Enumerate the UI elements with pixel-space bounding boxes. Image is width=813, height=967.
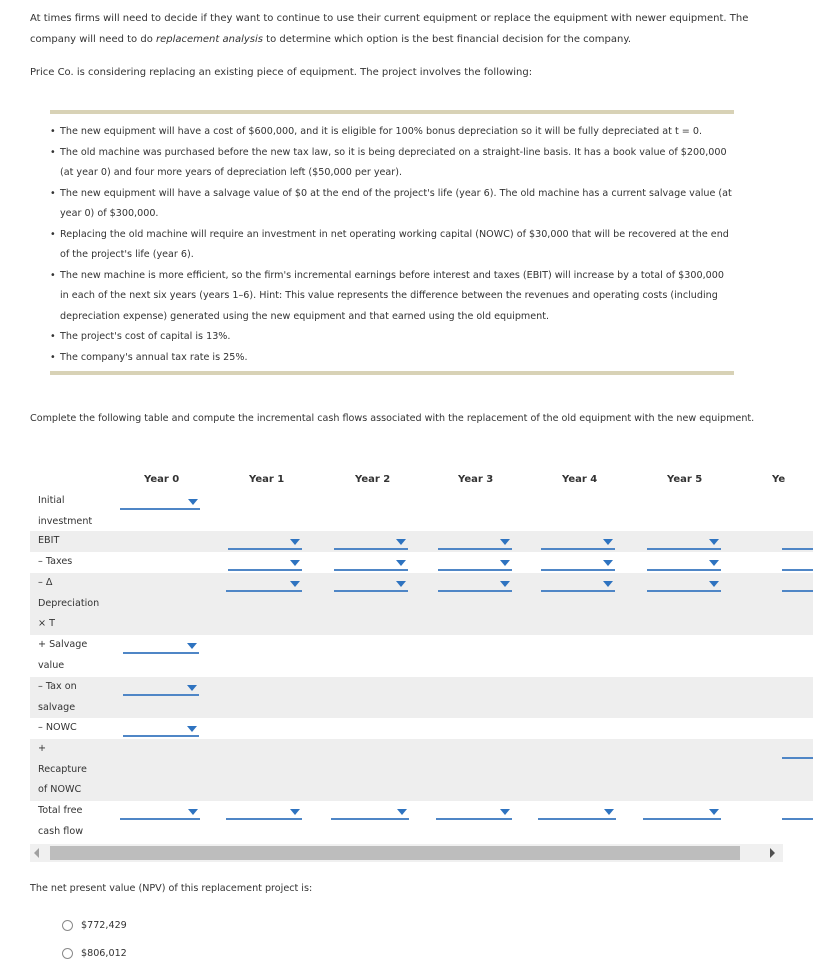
header-year-0: Year 0	[144, 474, 180, 485]
taxes-year2-dropdown[interactable]	[334, 553, 408, 571]
row-label: + Salvage value	[38, 639, 88, 671]
chevron-down-icon	[187, 685, 197, 691]
chevron-down-icon	[604, 809, 614, 815]
radio-button[interactable]	[62, 920, 73, 931]
row-label: Initial investment	[38, 495, 93, 527]
chevron-down-icon	[500, 809, 510, 815]
ebit-year6-dropdown[interactable]	[782, 532, 813, 550]
scroll-right-arrow-icon[interactable]	[770, 848, 775, 858]
horizontal-scrollbar[interactable]	[30, 844, 783, 862]
row-label: EBIT	[38, 535, 60, 546]
list-item: • The old machine was purchased before the new tax law, so it is being depreciated on a straight-line basis. It has a book value of $200,000 (at year 0) and four more years of depreciation left ($50,000 per year).	[50, 146, 727, 178]
taxes-year5-dropdown[interactable]	[647, 553, 721, 571]
row-label: – NOWC	[38, 722, 77, 733]
table-row-tax-on-salvage	[30, 677, 813, 718]
initial-investment-year0-dropdown[interactable]	[120, 492, 200, 510]
chevron-down-icon	[187, 726, 197, 732]
chevron-down-icon	[709, 809, 719, 815]
table-row-taxes	[30, 552, 813, 573]
chevron-down-icon	[709, 560, 719, 566]
chevron-down-icon	[290, 581, 300, 587]
row-label: – Taxes	[38, 556, 73, 567]
ebit-year4-dropdown[interactable]	[541, 532, 615, 550]
list-item: • The new equipment will have a cost of $600,000, and it is eligible for 100% bonus depreciation so it will be fully depreciated at t = 0.	[50, 126, 703, 137]
npv-question: The net present value (NPV) of this replacement project is:	[30, 883, 313, 894]
cash-flow-table	[30, 472, 813, 844]
taxes-year1-dropdown[interactable]	[228, 553, 302, 571]
tax-on-salvage-year0-dropdown[interactable]	[123, 678, 199, 696]
table-row-delta-depreciation	[30, 573, 813, 635]
row-label: Total free cash flow	[38, 805, 84, 837]
ebit-year3-dropdown[interactable]	[438, 532, 512, 550]
chevron-down-icon	[396, 539, 406, 545]
chevron-down-icon	[603, 560, 613, 566]
table-row-initial-investment	[30, 490, 813, 531]
chevron-down-icon	[188, 809, 198, 815]
header-year-4: Year 4	[562, 474, 598, 485]
scroll-thumb[interactable]	[50, 846, 740, 860]
list-item: • The new equipment will have a salvage value of $0 at the end of the project's life (year 6). The old machine has a current salvage value (at year 0) of $300,000.	[50, 187, 732, 219]
chevron-down-icon	[396, 581, 406, 587]
project-intro: Price Co. is considering replacing an existing piece of equipment. The project involves the following:	[30, 67, 533, 78]
intro-paragraph: At times firms will need to decide if they want to continue to use their current equipment or replace the equipment with newer equipment. The company will need to do replacement analysis to determine which option is the best financial decision for the company.	[30, 13, 749, 45]
row-label: + Recapture of NOWC	[38, 743, 87, 795]
scroll-left-arrow-icon[interactable]	[34, 848, 39, 858]
taxes-year6-dropdown[interactable]	[782, 553, 813, 571]
taxes-year4-dropdown[interactable]	[541, 553, 615, 571]
nowc-year0-dropdown[interactable]	[123, 719, 199, 737]
chevron-down-icon	[290, 809, 300, 815]
header-year-6-cut: Ye	[772, 474, 786, 485]
chevron-down-icon	[500, 539, 510, 545]
chevron-down-icon	[188, 499, 198, 505]
chevron-down-icon	[187, 643, 197, 649]
depreciation-year2-dropdown[interactable]	[334, 574, 408, 592]
ebit-year1-dropdown[interactable]	[228, 532, 302, 550]
list-item: • Replacing the old machine will require an investment in net operating working capital (NOWC) of $30,000 that will be recovered at the end of the project's life (year 6).	[50, 228, 729, 260]
total-fcf-year2-dropdown[interactable]	[331, 802, 409, 820]
chevron-down-icon	[603, 581, 613, 587]
total-fcf-year1-dropdown[interactable]	[226, 802, 302, 820]
list-item: • The project's cost of capital is 13%.	[50, 331, 231, 342]
table-row-nowc	[30, 718, 813, 739]
depreciation-year4-dropdown[interactable]	[541, 574, 615, 592]
row-label: – Δ Depreciation × T	[38, 577, 100, 629]
intro	[30, 9, 790, 84]
table-row-recapture-nowc	[30, 739, 813, 801]
chevron-down-icon	[603, 539, 613, 545]
recapture-year6-dropdown[interactable]	[782, 741, 813, 759]
total-fcf-year0-dropdown[interactable]	[120, 802, 200, 820]
table-row-salvage-value	[30, 635, 813, 677]
total-fcf-year4-dropdown[interactable]	[538, 802, 616, 820]
chevron-down-icon	[500, 560, 510, 566]
table-row-ebit	[30, 531, 813, 552]
instruction: Complete the following table and compute the incremental cash flows associated with the replacement of the old equipment with the new equipment.	[30, 413, 755, 424]
ebit-year5-dropdown[interactable]	[647, 532, 721, 550]
chevron-down-icon	[290, 539, 300, 545]
ebit-year2-dropdown[interactable]	[334, 532, 408, 550]
row-label: – Tax on salvage	[38, 681, 77, 713]
radio-button[interactable]	[62, 948, 73, 959]
chevron-down-icon	[709, 539, 719, 545]
table-row-total-fcf	[30, 801, 813, 844]
chevron-down-icon	[396, 560, 406, 566]
npv-option-2[interactable]: $806,012	[62, 948, 127, 959]
total-fcf-year6-dropdown[interactable]	[782, 802, 813, 820]
total-fcf-year3-dropdown[interactable]	[436, 802, 512, 820]
chevron-down-icon	[709, 581, 719, 587]
header-year-3: Year 3	[458, 474, 494, 485]
chevron-down-icon	[397, 809, 407, 815]
total-fcf-year5-dropdown[interactable]	[643, 802, 721, 820]
header-year-5: Year 5	[667, 474, 703, 485]
depreciation-year5-dropdown[interactable]	[647, 574, 721, 592]
depreciation-year3-dropdown[interactable]	[438, 574, 512, 592]
chevron-down-icon	[290, 560, 300, 566]
header-year-1: Year 1	[249, 474, 285, 485]
header-year-2: Year 2	[355, 474, 391, 485]
depreciation-year6-dropdown[interactable]	[782, 574, 813, 592]
assumptions-box	[50, 110, 734, 375]
list-item: • The new machine is more efficient, so the firm's incremental earnings before interest and taxes (EBIT) will increase by a total of $300,000 in each of the next six years (years 1–6). Hint: This value represents the difference between the revenues and operating costs (including depreciation expense) generated using the new equipment and that earned using the old equipment.	[50, 269, 724, 322]
depreciation-year1-dropdown[interactable]	[226, 574, 302, 592]
chevron-down-icon	[500, 581, 510, 587]
taxes-year3-dropdown[interactable]	[438, 553, 512, 571]
npv-option-1[interactable]: $772,429	[62, 920, 127, 931]
salvage-year0-dropdown[interactable]	[123, 636, 199, 654]
list-item: • The company's annual tax rate is 25%.	[50, 351, 248, 363]
replacement-analysis-term: replacement analysis	[156, 33, 263, 45]
